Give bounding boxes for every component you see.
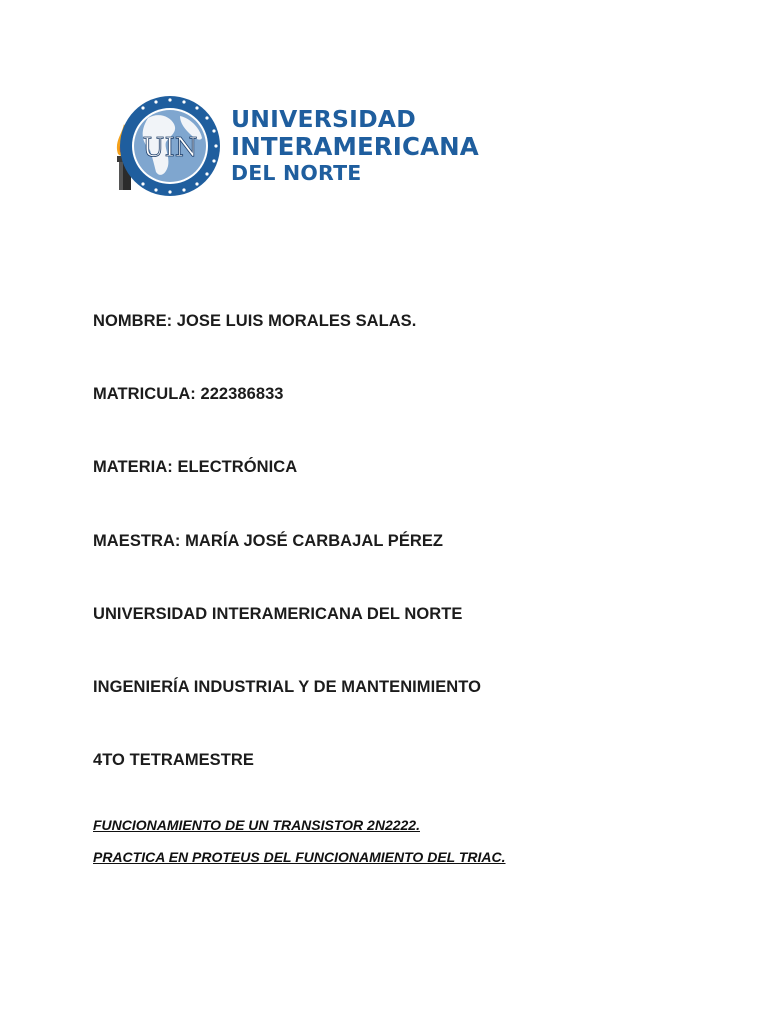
university-seal-icon [108, 94, 224, 200]
student-name: NOMBRE: JOSE LUIS MORALES SALAS. [93, 312, 417, 330]
student-id [93, 385, 284, 404]
degree-program: INGENIERÍA INDUSTRIAL Y DE MANTENIMIENTO [93, 678, 481, 696]
term: 4TO TETRAMESTRE [93, 751, 254, 769]
university-logo [108, 94, 488, 200]
wordmark-line-2: INTERAMERICANA [231, 131, 479, 161]
wordmark-line-1: UNIVERSIDAD [231, 105, 416, 133]
topic-1: FUNCIONAMIENTO DE UN TRANSISTOR 2N2222. [93, 817, 420, 833]
subject: MATERIA: ELECTRÓNICA [93, 458, 298, 476]
svg-text:UIN: UIN [142, 133, 198, 163]
university-wordmark [231, 105, 479, 185]
topic-2: PRACTICA EN PROTEUS DEL FUNCIONAMIENTO DEL TRIAC. [93, 849, 506, 865]
wordmark-line-3: DEL NORTE [231, 161, 362, 185]
teacher: MAESTRA: MARÍA JOSÉ CARBAJAL PÉREZ [93, 532, 444, 550]
student-id-label: MATRICULA: [93, 385, 201, 403]
student-id-value: 222386833 [200, 385, 284, 403]
university-name: UNIVERSIDAD INTERAMERICANA DEL NORTE [93, 605, 463, 623]
